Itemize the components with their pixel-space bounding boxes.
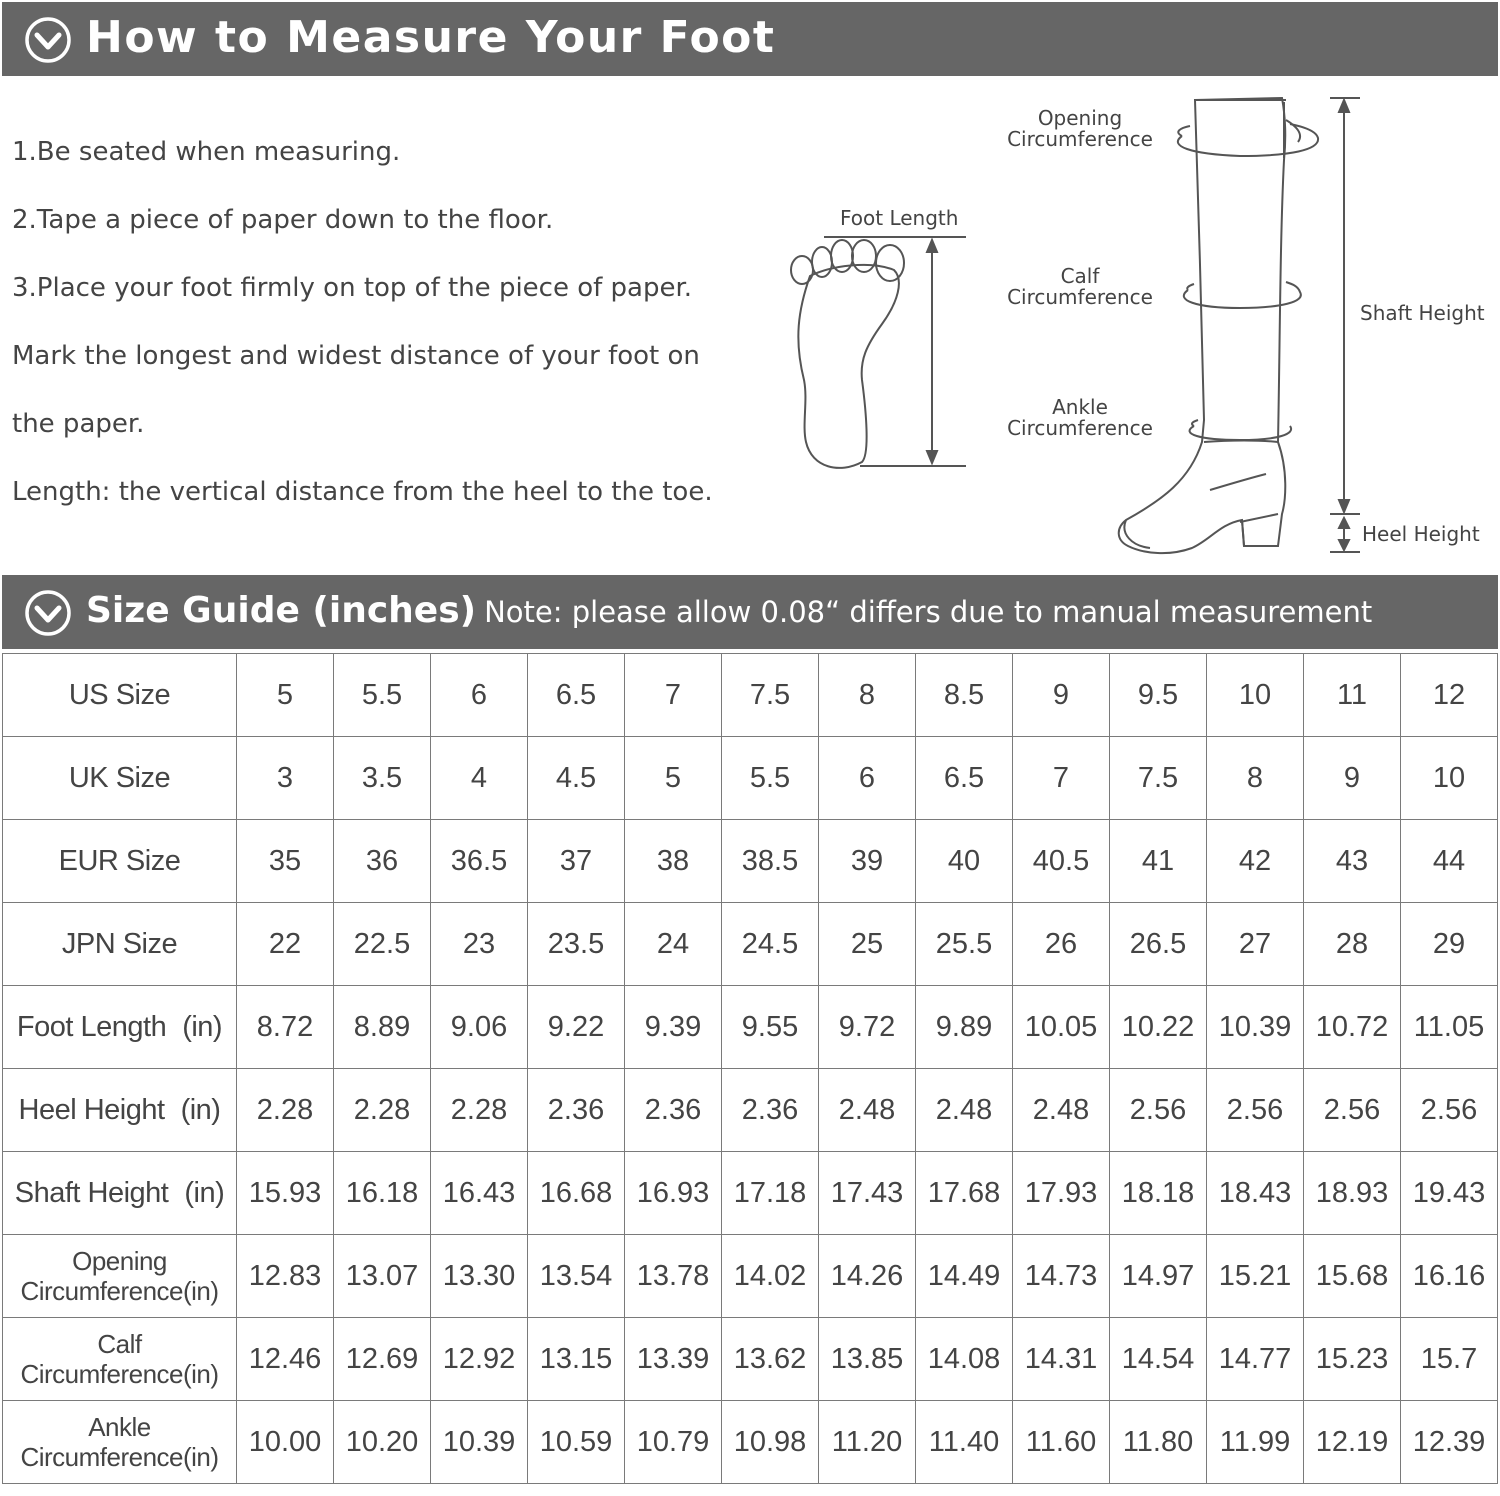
- table-cell: 10.98: [722, 1401, 819, 1484]
- table-cell: 14.08: [916, 1318, 1013, 1401]
- row-header-text: Heel Height: [18, 1093, 165, 1126]
- table-cell: 15.23: [1304, 1318, 1401, 1401]
- table-cell: 11.80: [1110, 1401, 1207, 1484]
- instruction-line: Length: the vertical distance from the heel to the toe.: [12, 477, 713, 507]
- row-header-text: Circumference: [20, 1442, 183, 1472]
- table-row: [3, 1069, 1498, 1152]
- table-cell: 24.5: [722, 903, 819, 986]
- table-cell: 18.43: [1207, 1152, 1304, 1235]
- table-cell: 10.72: [1304, 986, 1401, 1069]
- table-cell: 6.5: [528, 654, 625, 737]
- table-cell: 11.20: [819, 1401, 916, 1484]
- row-header-line: [3, 1276, 236, 1306]
- size-table: [2, 653, 1498, 1484]
- table-cell: 36: [334, 820, 431, 903]
- table-cell: 2.36: [722, 1069, 819, 1152]
- instruction-line: 1.Be seated when measuring.: [12, 137, 401, 167]
- table-cell: 13.85: [819, 1318, 916, 1401]
- table-cell: 29: [1401, 903, 1498, 986]
- row-header-unit: (in): [180, 1093, 221, 1126]
- table-cell: 9.39: [625, 986, 722, 1069]
- row-header-text: JPN Size: [61, 927, 178, 960]
- table-cell: 5: [625, 737, 722, 820]
- table-cell: 2.56: [1401, 1069, 1498, 1152]
- table-cell: 10.59: [528, 1401, 625, 1484]
- table-cell: 7.5: [722, 654, 819, 737]
- table-cell: 18.93: [1304, 1152, 1401, 1235]
- ankle-circumference-label: [1000, 397, 1160, 439]
- table-cell: 2.28: [431, 1069, 528, 1152]
- table-cell: 28: [1304, 903, 1401, 986]
- table-cell: 16.18: [334, 1152, 431, 1235]
- table-cell: 40: [916, 820, 1013, 903]
- label-line: Calf: [1060, 264, 1100, 288]
- table-row: [3, 737, 1498, 820]
- table-cell: 22: [237, 903, 334, 986]
- label-line: Circumference: [1007, 416, 1153, 440]
- table-cell: 5: [237, 654, 334, 737]
- table-cell: 7: [1013, 737, 1110, 820]
- size-table-body: [3, 654, 1498, 1484]
- row-header-unit: (in): [182, 1010, 223, 1043]
- row-header-line: Ankle: [88, 1412, 151, 1442]
- row-header-text: Circumference: [20, 1359, 183, 1389]
- table-cell: 13.54: [528, 1235, 625, 1318]
- table-row: [3, 1318, 1498, 1401]
- table-cell: 10.00: [237, 1401, 334, 1484]
- table-cell: 11: [1304, 654, 1401, 737]
- foot-length-label: Foot Length: [840, 206, 959, 230]
- table-cell: 14.73: [1013, 1235, 1110, 1318]
- table-cell: 7.5: [1110, 737, 1207, 820]
- table-cell: 2.28: [334, 1069, 431, 1152]
- table-cell: 10.05: [1013, 986, 1110, 1069]
- table-cell: 12.69: [334, 1318, 431, 1401]
- table-cell: 22.5: [334, 903, 431, 986]
- table-cell: 14.49: [916, 1235, 1013, 1318]
- table-cell: 44: [1401, 820, 1498, 903]
- table-cell: 24: [625, 903, 722, 986]
- table-cell: 10.79: [625, 1401, 722, 1484]
- table-row: [3, 654, 1498, 737]
- row-header-unit: (in): [183, 1359, 219, 1389]
- table-cell: 13.07: [334, 1235, 431, 1318]
- table-cell: 14.54: [1110, 1318, 1207, 1401]
- instruction-line: 2.Tape a piece of paper down to the floor.: [12, 205, 554, 235]
- row-header-line: [3, 1442, 236, 1472]
- table-cell: 2.56: [1207, 1069, 1304, 1152]
- table-cell: 12.92: [431, 1318, 528, 1401]
- table-cell: 8.89: [334, 986, 431, 1069]
- size-guide-note: Note: please allow 0.08“ differs due to manual measurement: [484, 595, 1373, 629]
- table-cell: 12.83: [237, 1235, 334, 1318]
- row-header-unit: (in): [183, 1276, 219, 1306]
- table-cell: 43: [1304, 820, 1401, 903]
- table-cell: 15.93: [237, 1152, 334, 1235]
- table-cell: 5.5: [722, 737, 819, 820]
- table-cell: 10.22: [1110, 986, 1207, 1069]
- table-cell: 14.26: [819, 1235, 916, 1318]
- table-cell: 8.72: [237, 986, 334, 1069]
- chevron-down-circle-icon: [24, 16, 72, 64]
- table-cell: 8.5: [916, 654, 1013, 737]
- size-guide-title: [86, 590, 1372, 631]
- table-cell: 17.43: [819, 1152, 916, 1235]
- row-header: [3, 654, 237, 737]
- table-cell: 9.72: [819, 986, 916, 1069]
- table-cell: 25.5: [916, 903, 1013, 986]
- table-cell: 16.16: [1401, 1235, 1498, 1318]
- table-cell: 2.56: [1304, 1069, 1401, 1152]
- row-header-text: EUR Size: [58, 844, 181, 877]
- table-cell: 11.05: [1401, 986, 1498, 1069]
- table-cell: 13.15: [528, 1318, 625, 1401]
- table-cell: 13.39: [625, 1318, 722, 1401]
- table-cell: 2.36: [625, 1069, 722, 1152]
- row-header-text: Foot Length: [16, 1010, 167, 1043]
- table-row: [3, 986, 1498, 1069]
- instruction-line: the paper.: [12, 409, 145, 439]
- table-cell: 2.56: [1110, 1069, 1207, 1152]
- table-cell: 17.18: [722, 1152, 819, 1235]
- size-guide-heading: Size Guide (inches): [86, 590, 477, 631]
- table-cell: 15.21: [1207, 1235, 1304, 1318]
- table-cell: 38: [625, 820, 722, 903]
- page-title: How to Measure Your Foot: [86, 12, 776, 63]
- table-cell: 26.5: [1110, 903, 1207, 986]
- table-cell: 10.39: [431, 1401, 528, 1484]
- table-cell: 41: [1110, 820, 1207, 903]
- measure-header: [2, 2, 1498, 76]
- row-header-unit: (in): [184, 1176, 225, 1209]
- table-cell: 2.48: [819, 1069, 916, 1152]
- table-cell: 9.55: [722, 986, 819, 1069]
- row-header: [3, 1318, 237, 1401]
- table-cell: 38.5: [722, 820, 819, 903]
- table-cell: 9.89: [916, 986, 1013, 1069]
- table-cell: 4.5: [528, 737, 625, 820]
- heel-height-label: Heel Height: [1362, 522, 1480, 546]
- table-cell: 35: [237, 820, 334, 903]
- shaft-height-label: Shaft Height: [1360, 301, 1485, 325]
- table-cell: 4: [431, 737, 528, 820]
- table-cell: 26: [1013, 903, 1110, 986]
- table-cell: 12.46: [237, 1318, 334, 1401]
- row-header: [3, 986, 237, 1069]
- table-row: [3, 1235, 1498, 1318]
- size-guide-header: [2, 575, 1498, 649]
- table-cell: 17.68: [916, 1152, 1013, 1235]
- table-cell: 10.39: [1207, 986, 1304, 1069]
- table-row: [3, 1401, 1498, 1484]
- table-cell: 25: [819, 903, 916, 986]
- boot-illustration: [1119, 98, 1300, 553]
- foot-boot-illustration: [770, 80, 1500, 570]
- table-cell: 18.18: [1110, 1152, 1207, 1235]
- instructions-list: [12, 118, 772, 526]
- table-cell: 15.68: [1304, 1235, 1401, 1318]
- label-line: Circumference: [1007, 285, 1153, 309]
- table-cell: 12.39: [1401, 1401, 1498, 1484]
- row-header-text: UK Size: [68, 761, 171, 794]
- row-header-line: [3, 1359, 236, 1389]
- table-cell: 27: [1207, 903, 1304, 986]
- table-cell: 10: [1207, 654, 1304, 737]
- table-cell: 36.5: [431, 820, 528, 903]
- table-cell: 6.5: [916, 737, 1013, 820]
- instruction-line: Mark the longest and widest distance of your foot on: [12, 341, 700, 371]
- row-header: [3, 820, 237, 903]
- table-cell: 9: [1013, 654, 1110, 737]
- row-header: [3, 903, 237, 986]
- table-cell: 9.06: [431, 986, 528, 1069]
- table-cell: 2.48: [1013, 1069, 1110, 1152]
- table-cell: 40.5: [1013, 820, 1110, 903]
- row-header-line: Calf: [97, 1329, 142, 1359]
- table-cell: 15.7: [1401, 1318, 1498, 1401]
- label-line: Circumference: [1007, 127, 1153, 151]
- table-cell: 23: [431, 903, 528, 986]
- chevron-down-circle-icon: [24, 589, 72, 637]
- row-header-text: US Size: [68, 678, 171, 711]
- table-cell: 9: [1304, 737, 1401, 820]
- table-cell: 16.43: [431, 1152, 528, 1235]
- table-row: [3, 1152, 1498, 1235]
- table-cell: 14.31: [1013, 1318, 1110, 1401]
- table-cell: 16.68: [528, 1152, 625, 1235]
- row-header-text: Shaft Height: [14, 1176, 169, 1209]
- row-header: [3, 1401, 237, 1484]
- table-cell: 11.99: [1207, 1401, 1304, 1484]
- table-cell: 12.19: [1304, 1401, 1401, 1484]
- table-cell: 5.5: [334, 654, 431, 737]
- table-row: [3, 820, 1498, 903]
- table-cell: 42: [1207, 820, 1304, 903]
- label-line: Opening: [1037, 106, 1123, 130]
- table-cell: 14.77: [1207, 1318, 1304, 1401]
- table-cell: 13.30: [431, 1235, 528, 1318]
- instruction-line: 3.Place your foot firmly on top of the piece of paper.: [12, 273, 693, 303]
- row-header: [3, 1069, 237, 1152]
- table-cell: 2.28: [237, 1069, 334, 1152]
- table-cell: 8: [1207, 737, 1304, 820]
- table-cell: 17.93: [1013, 1152, 1110, 1235]
- label-line: Ankle: [1052, 395, 1108, 419]
- row-header: [3, 737, 237, 820]
- table-cell: 16.93: [625, 1152, 722, 1235]
- table-cell: 13.62: [722, 1318, 819, 1401]
- table-cell: 23.5: [528, 903, 625, 986]
- table-cell: 9.22: [528, 986, 625, 1069]
- table-cell: 6: [431, 654, 528, 737]
- table-cell: 3: [237, 737, 334, 820]
- table-cell: 37: [528, 820, 625, 903]
- table-cell: 10: [1401, 737, 1498, 820]
- table-cell: 3.5: [334, 737, 431, 820]
- row-header: [3, 1152, 237, 1235]
- calf-circumference-label: [1000, 266, 1160, 308]
- row-header: [3, 1235, 237, 1318]
- table-cell: 12: [1401, 654, 1498, 737]
- table-cell: 2.36: [528, 1069, 625, 1152]
- foot-illustration: [791, 240, 904, 468]
- table-cell: 11.60: [1013, 1401, 1110, 1484]
- table-cell: 8: [819, 654, 916, 737]
- table-cell: 39: [819, 820, 916, 903]
- opening-circumference-label: [1000, 108, 1160, 150]
- row-header-unit: (in): [183, 1442, 219, 1472]
- table-row: [3, 903, 1498, 986]
- table-cell: 13.78: [625, 1235, 722, 1318]
- table-cell: 2.48: [916, 1069, 1013, 1152]
- table-cell: 10.20: [334, 1401, 431, 1484]
- table-cell: 9.5: [1110, 654, 1207, 737]
- table-cell: 11.40: [916, 1401, 1013, 1484]
- table-cell: 14.97: [1110, 1235, 1207, 1318]
- measure-diagram: [770, 80, 1500, 570]
- table-cell: 19.43: [1401, 1152, 1498, 1235]
- row-header-line: Opening: [72, 1246, 167, 1276]
- table-cell: 7: [625, 654, 722, 737]
- table-cell: 14.02: [722, 1235, 819, 1318]
- table-cell: 6: [819, 737, 916, 820]
- row-header-text: Circumference: [20, 1276, 183, 1306]
